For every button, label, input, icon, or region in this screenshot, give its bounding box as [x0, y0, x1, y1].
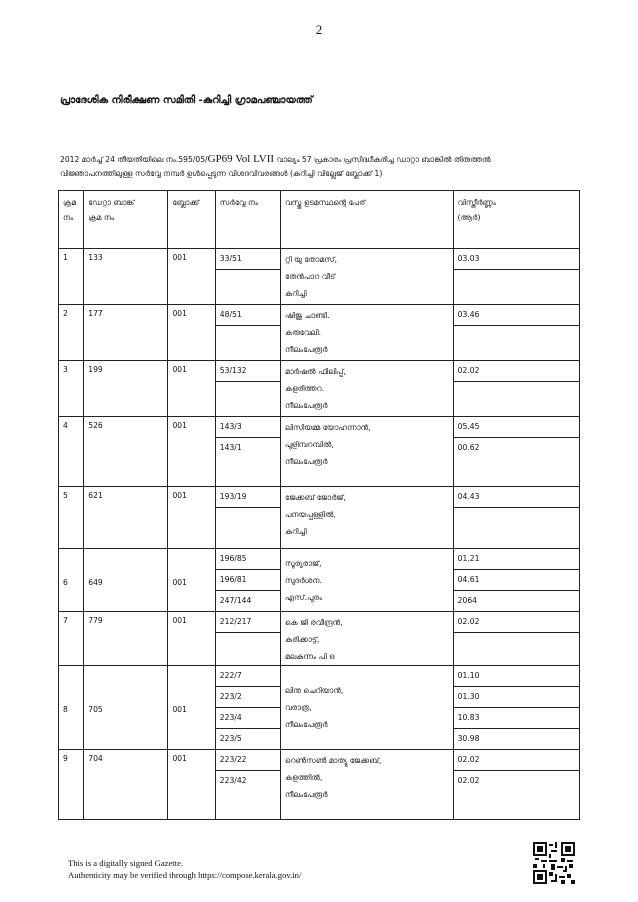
- owner-line: വരാത്ര,: [285, 703, 312, 712]
- cell-survey: [215, 361, 280, 417]
- owner-line: നീലംപേരൂർ: [285, 401, 328, 410]
- cell-area-value: 03.03: [454, 249, 579, 270]
- owner-line: ലിസിയമ്മ യോഹന്നാൻ,: [285, 423, 371, 432]
- table-row: [59, 612, 580, 666]
- cell-serial: 4: [59, 417, 84, 487]
- header-databank: ഡേറ്റാ ബാങ്ക് ക്രമ നം: [84, 191, 168, 249]
- cell-survey-value: 222/7: [216, 666, 280, 687]
- owner-line: മാർഷൽ ഫിലിപ്പ്,: [285, 367, 346, 376]
- table-row: [59, 487, 580, 549]
- cell-databank: 704: [84, 750, 168, 820]
- cell-survey-value: 223/2: [216, 687, 280, 708]
- cell-owner: [281, 612, 454, 666]
- cell-survey-value: 223/5: [219, 734, 242, 743]
- owner-line: കുരിക്കാട്ട്,: [285, 635, 320, 644]
- cell-survey-value: 247/144: [219, 596, 252, 605]
- cell-survey-value: 223/42: [219, 776, 247, 785]
- cell-area: [453, 305, 579, 361]
- table-row: [59, 417, 580, 487]
- intro-prefix: 2012 മാർച്ച് 24 തീയതിയിലെ നം.595/05/: [60, 155, 208, 164]
- cell-area: [453, 549, 579, 612]
- cell-survey-value: 33/51: [216, 249, 280, 270]
- cell-area-value: 05.45: [454, 417, 579, 438]
- intro-line-1: [60, 152, 580, 167]
- cell-databank: 779: [84, 612, 168, 666]
- cell-databank: 705: [84, 666, 168, 750]
- intro-suffix: വാല്യം 57 പ്രകാരം പ്രസിദ്ധീകരിച്ച ഡാറ്റാ ബാങ്കിൽ തിരുത്തൽ: [274, 155, 491, 164]
- header-owner: വസ്തു ഉടമസ്ഥന്റെ പേര്: [281, 191, 454, 249]
- cell-area: [453, 417, 579, 487]
- owner-line: ജേക്കബ് ജോർജ്,: [285, 493, 346, 502]
- cell-survey: [215, 249, 280, 305]
- footer-note: [68, 857, 301, 881]
- owner-line: കെ ജി രവീന്ദ്രൻ,: [285, 618, 343, 627]
- owner-line: തേൻപാറ വീട്: [285, 272, 336, 281]
- cell-block: 001: [168, 487, 215, 549]
- owner-line: നീലംപേരൂർ: [285, 457, 328, 466]
- owner-line: ഷിജു ചാണ്ടി.: [285, 311, 330, 320]
- cell-area-value: 04.43: [454, 487, 579, 508]
- cell-survey: [215, 750, 280, 820]
- records-table: [58, 190, 580, 820]
- cell-area-value: 30.98: [457, 734, 480, 743]
- cell-area: [453, 666, 579, 750]
- cell-databank: 133: [84, 249, 168, 305]
- cell-survey-value: 48/51: [216, 305, 280, 326]
- cell-area: [453, 487, 579, 549]
- cell-serial: 1: [59, 249, 84, 305]
- cell-area-value: 2064: [457, 596, 477, 605]
- cell-survey-value: 196/85: [216, 549, 280, 570]
- cell-block: 001: [168, 612, 215, 666]
- cell-survey-value: 196/81: [216, 570, 280, 591]
- owner-line: നീലംപേരൂർ: [285, 345, 328, 354]
- cell-area: [453, 750, 579, 820]
- cell-area-value: 01.21: [454, 549, 579, 570]
- cell-owner: [281, 549, 454, 612]
- cell-survey-value: 223/22: [216, 750, 280, 771]
- owner-line: കുറിച്ചി: [285, 289, 307, 298]
- cell-area: [453, 361, 579, 417]
- cell-survey-value: 143/3: [216, 417, 280, 438]
- cell-area-value: 10.83: [454, 708, 579, 729]
- owner-line: പുളിമ്പറമ്പിൽ,: [285, 440, 334, 449]
- intro-line-2: വിജ്ഞാപനത്തിലുള്ള സർവ്വേ നമ്പർ ഉൾപ്പെടുന്ന വിശദവിവരങ്ങൾ (കുറിച്ചി വില്ലേജ് ബ്ലോക്ക് 1): [60, 169, 383, 178]
- header-area: വിസ്തീർണ്ണം (ആർ): [453, 191, 579, 249]
- cell-area-value: 02.02: [457, 776, 480, 785]
- footer-line-2: Authenticity may be verified through https://compose.kerala.gov.in/: [68, 870, 302, 880]
- cell-owner: [281, 361, 454, 417]
- cell-serial: 2: [59, 305, 84, 361]
- owner-line: കളത്തിൽ,: [285, 773, 323, 782]
- cell-block: 001: [168, 305, 215, 361]
- owner-line: റെൺസൺ മാത്യു ജേക്കബ്,: [285, 756, 382, 765]
- header-block: ബ്ലോക്ക്: [168, 191, 215, 249]
- cell-survey-value: 193/19: [216, 487, 280, 508]
- cell-survey-value: 143/1: [219, 443, 242, 452]
- cell-serial: 9: [59, 750, 84, 820]
- cell-databank: 649: [84, 549, 168, 612]
- qr-code-icon: [533, 842, 575, 884]
- owner-line: കളരിത്തറ.: [285, 384, 325, 393]
- cell-block: 001: [168, 666, 215, 750]
- table-row: [59, 666, 580, 750]
- cell-block: 001: [168, 549, 215, 612]
- page-number: 2: [315, 22, 323, 37]
- table-row: [59, 305, 580, 361]
- cell-area-value: 02.02: [454, 361, 579, 382]
- cell-block: 001: [168, 249, 215, 305]
- owner-line: എസ്.പുരം: [285, 592, 323, 602]
- cell-owner: [281, 666, 454, 750]
- cell-area-value: 02.02: [454, 612, 579, 633]
- owner-line: ലിനു ചെറിയാൻ,: [285, 686, 344, 695]
- cell-databank: 621: [84, 487, 168, 549]
- owner-line: നീലംപേരൂർ: [285, 790, 328, 799]
- cell-owner: [281, 487, 454, 549]
- cell-survey-value: 223/4: [216, 708, 280, 729]
- cell-serial: 7: [59, 612, 84, 666]
- owner-line: റ്റി യു തോമസ്,: [285, 255, 338, 264]
- owner-line: സൂര്യരാജ്,: [285, 558, 322, 568]
- owner-line: കുറിച്ചി: [285, 527, 307, 536]
- cell-databank: 199: [84, 361, 168, 417]
- cell-serial: 5: [59, 487, 84, 549]
- cell-owner: [281, 249, 454, 305]
- owner-line: മലകുന്നം പി ഒ: [285, 652, 335, 661]
- cell-area-value: 01.10: [454, 666, 579, 687]
- cell-area: [453, 249, 579, 305]
- owner-line: നീലംപേരൂർ: [285, 720, 328, 729]
- cell-block: 001: [168, 417, 215, 487]
- cell-area-value: 02.02: [454, 750, 579, 771]
- cell-serial: 8: [59, 666, 84, 750]
- cell-serial: 3: [59, 361, 84, 417]
- footer-line-1: This is a digitally signed Gazette.: [68, 858, 184, 868]
- owner-line: കരുവേലി.: [285, 328, 322, 337]
- cell-databank: 526: [84, 417, 168, 487]
- cell-area-value: 01.30: [454, 687, 579, 708]
- table-row: [59, 549, 580, 612]
- table-row: [59, 249, 580, 305]
- table-header-row: [59, 191, 580, 249]
- header-serial: ക്രമ നം: [59, 191, 84, 249]
- cell-area-value: 04.61: [454, 570, 579, 591]
- cell-block: 001: [168, 750, 215, 820]
- cell-area-value: 03.46: [454, 305, 579, 326]
- table-row: [59, 750, 580, 820]
- cell-survey-value: 212/217: [216, 612, 280, 633]
- header-survey: സർവ്വേ നം: [215, 191, 280, 249]
- intro-gazette-ref: GP69 Vol LVII: [207, 153, 275, 165]
- cell-area: [453, 612, 579, 666]
- cell-serial: 6: [59, 549, 84, 612]
- cell-survey: [215, 305, 280, 361]
- cell-survey: [215, 487, 280, 549]
- cell-survey: [215, 549, 280, 612]
- cell-survey: [215, 417, 280, 487]
- intro-paragraph: [60, 152, 580, 181]
- owner-line: പനയപ്പള്ളിൽ,: [285, 510, 336, 519]
- table-row: [59, 361, 580, 417]
- cell-survey: [215, 666, 280, 750]
- cell-area-value: 00.62: [457, 443, 480, 452]
- cell-survey-value: 53/132: [216, 361, 280, 382]
- cell-owner: [281, 417, 454, 487]
- cell-survey: [215, 612, 280, 666]
- cell-owner: [281, 750, 454, 820]
- cell-owner: [281, 305, 454, 361]
- page-heading: പ്രാദേശിക നിരീക്ഷണ സമിതി -കുറിച്ചി ഗ്രാമപഞ്ചായത്ത്: [60, 95, 313, 106]
- cell-databank: 177: [84, 305, 168, 361]
- cell-block: 001: [168, 361, 215, 417]
- owner-line: സുദർശന.: [285, 575, 322, 585]
